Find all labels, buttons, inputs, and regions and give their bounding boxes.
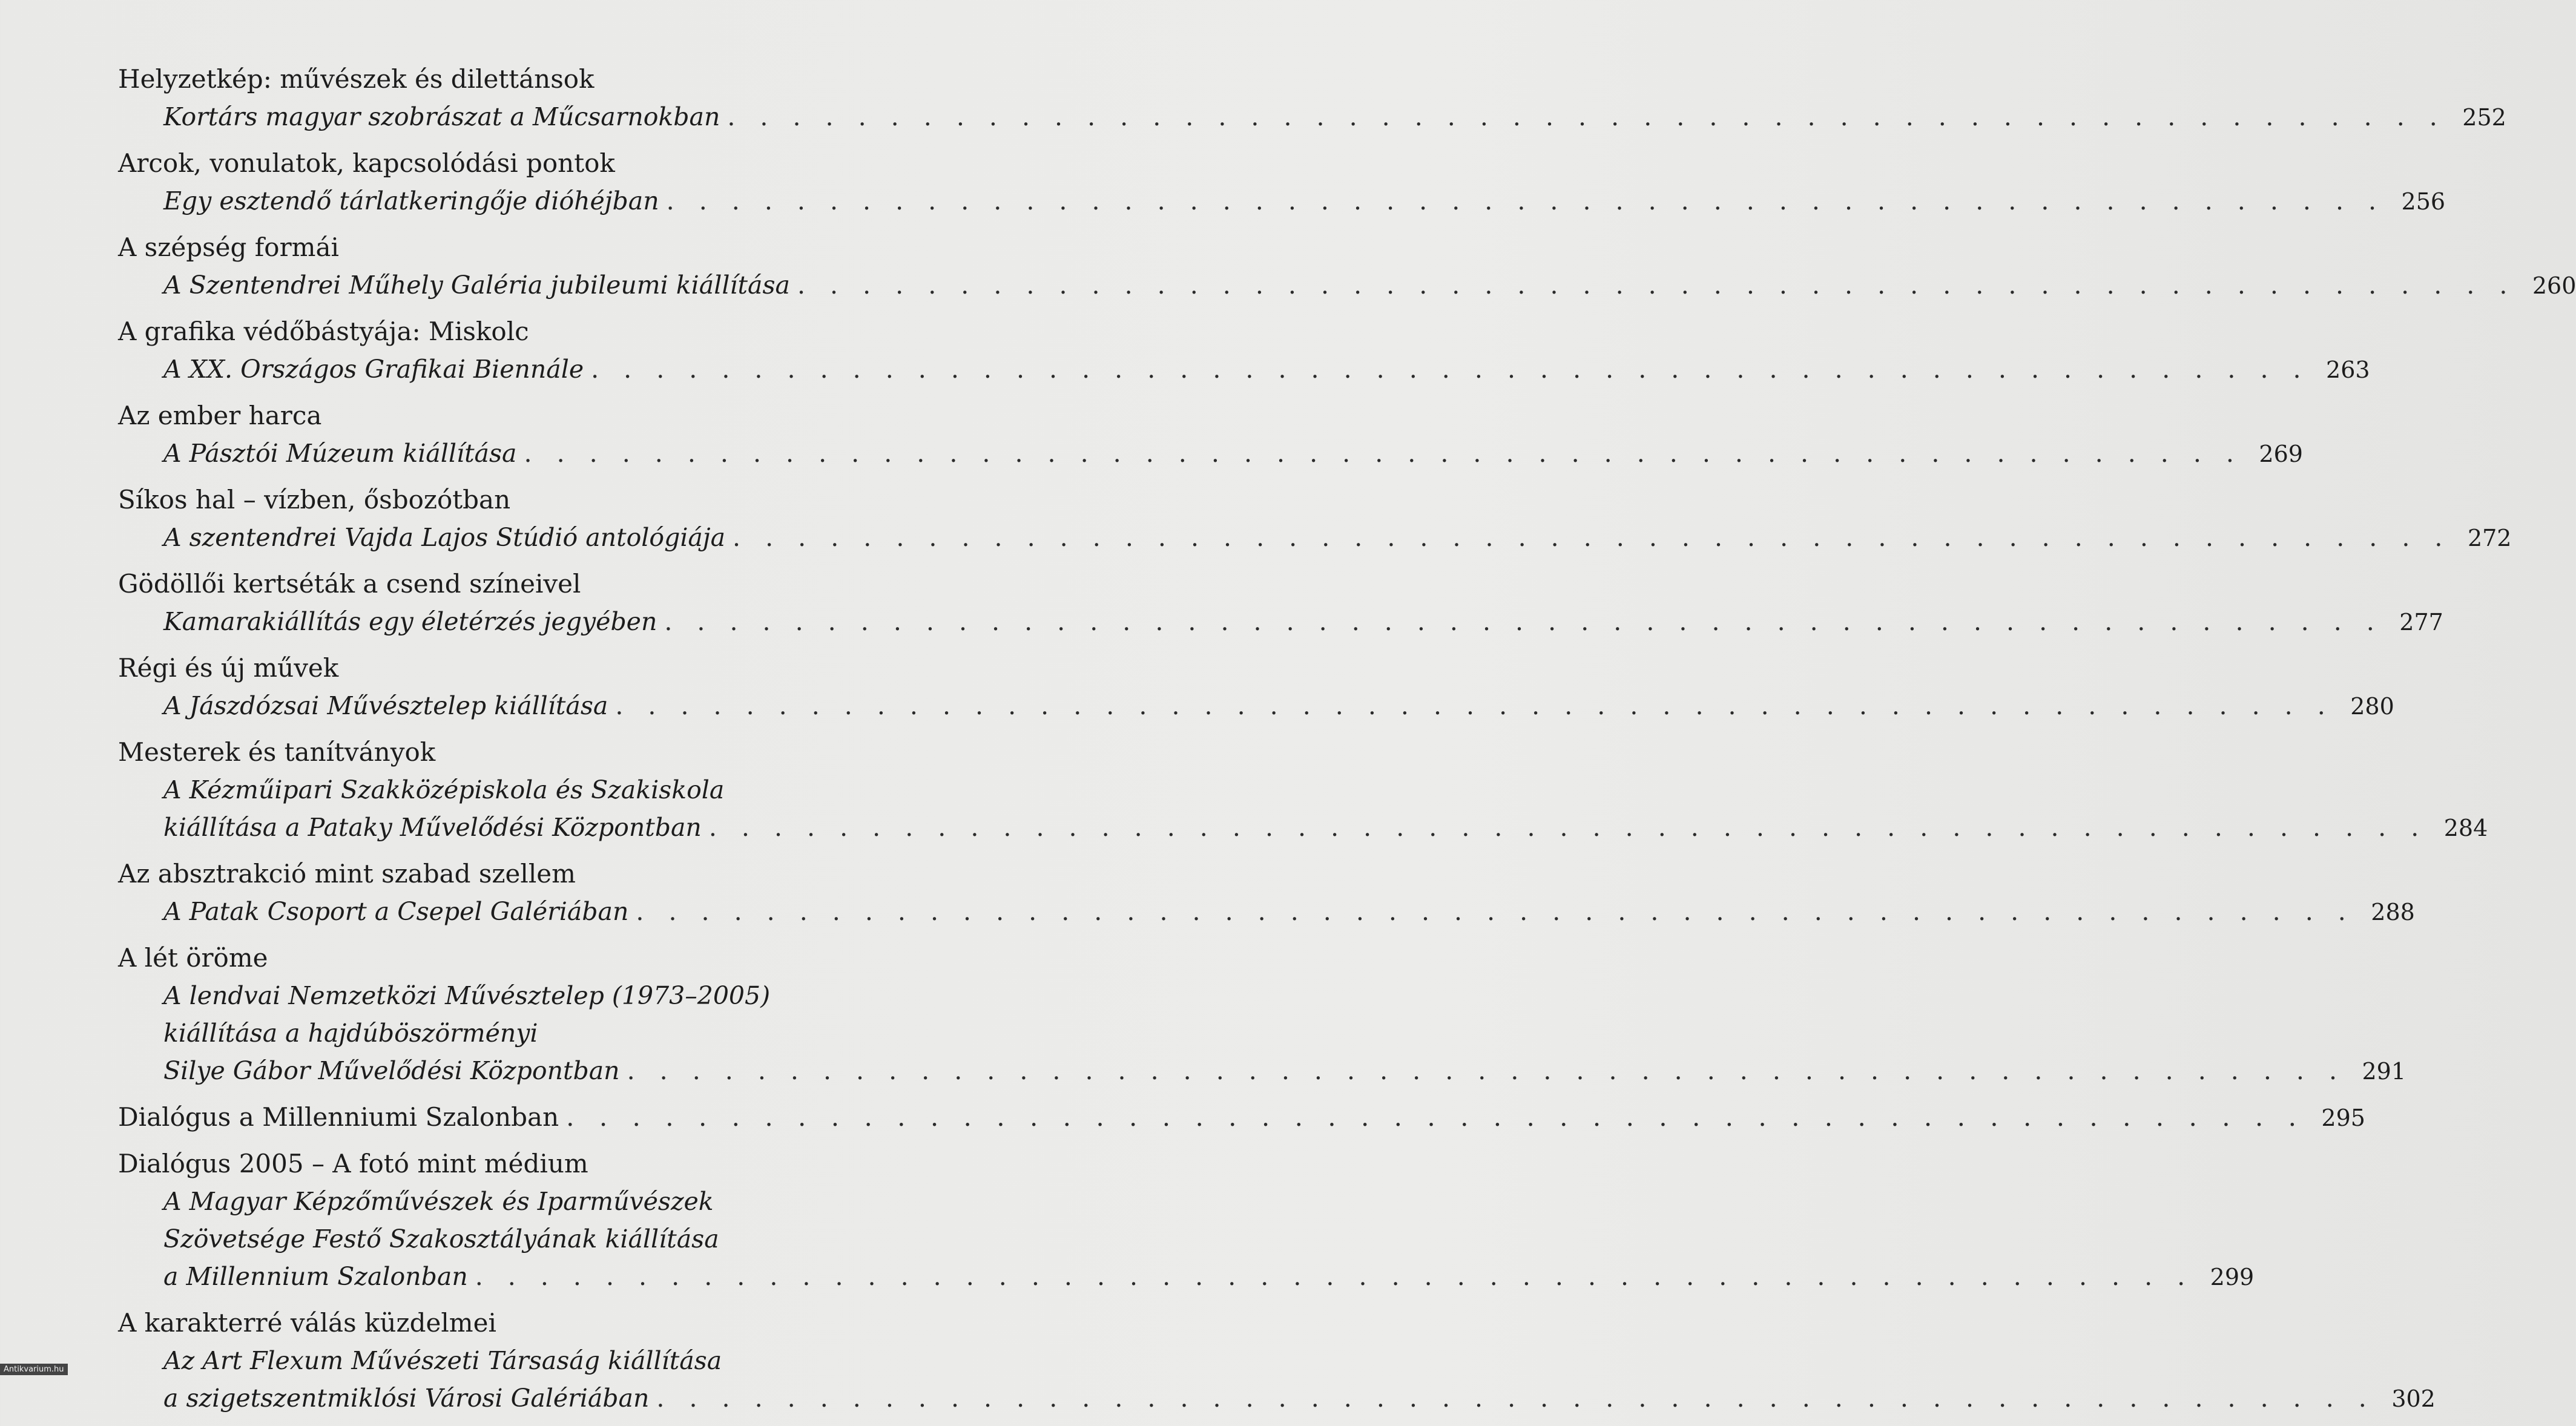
toc-entry <box>118 855 2415 931</box>
toc-entry-subtitle: Szövetsége Festő Szakosztályának kiállítása <box>163 1224 719 1254</box>
toc-entry <box>118 61 2506 136</box>
dot-leader: . . . . . . . . . . . . . . . . . . . . . . . . . . . . . . . . . . . . . . . . . . . . . . . . . . . . . <box>727 102 2446 131</box>
toc-entry-subtitle-text: Egy esztendő tárlatkeringője dióhéjban <box>163 186 659 215</box>
toc-entry-subtitle: A Kézműipari Szakközépiskola és Szakiskola <box>163 775 725 804</box>
toc-entry-subtitle-text: Kamarakiállítás egy életérzés jegyében <box>163 607 657 636</box>
toc-entry <box>118 939 2406 1090</box>
dot-leader: . . . . . . . . . . . . . . . . . . . . . . . . . . . . . . . . . . . . . . . . . . . . . . . . . . . . . <box>666 186 2385 215</box>
toc-entry-title: Arcok, vonulatok, kapcsolódási pontok <box>118 148 615 178</box>
toc-entry-title: Helyzetkép: művészek és dilettánsok <box>118 64 595 94</box>
toc-entry-subtitle <box>118 1052 2406 1090</box>
toc-entry-subtitle-text: kiállítása a Pataky Művelődési Központban <box>163 813 702 842</box>
dot-leader: . . . . . . . . . . . . . . . . . . . . . . . . . . . . . . . . . . . . . . . . . . . . . . . . . . . . . <box>636 897 2354 926</box>
toc-entry-subtitle: kiállítása a hajdúböszörményi <box>163 1019 538 1048</box>
dot-leader: . . . . . . . . . . . . . . . . . . . . . . . . . . . . . . . . . . . . . . . . . . . . . . . . . . . . . <box>656 1384 2375 1413</box>
toc-entry <box>118 481 2512 557</box>
toc-entry-subtitle-text: A Patak Csoport a Csepel Galériában <box>163 897 629 926</box>
toc-entry-subtitle-text: Kortárs magyar szobrászat a Műcsarnokban <box>163 102 720 131</box>
toc-entry <box>118 565 2443 641</box>
toc-entry-title: Síkos hal – vízben, ősbozótban <box>118 485 511 514</box>
toc-entry-subtitle <box>118 519 2512 557</box>
toc-entry <box>118 313 2370 389</box>
toc-entry-subtitle <box>118 687 2394 725</box>
toc-entry <box>118 1304 2436 1418</box>
toc-entry-subtitle <box>118 98 2506 136</box>
toc-entry-title: A lét öröme <box>118 943 268 973</box>
dot-leader: . . . . . . . . . . . . . . . . . . . . . . . . . . . . . . . . . . . . . . . . . . . . . . . . . . . . . <box>708 813 2428 842</box>
page-number: 302 <box>2391 1385 2436 1412</box>
toc-entry-title: Dialógus 2005 – A fotó mint médium <box>118 1149 588 1178</box>
toc-entry-subtitle <box>118 1258 2255 1296</box>
toc-entry-subtitle-text: Silye Gábor Művelődési Központban <box>163 1056 620 1085</box>
page-number: 272 <box>2467 525 2512 551</box>
dot-leader: . . . . . . . . . . . . . . . . . . . . . . . . . . . . . . . . . . . . . . . . . . . . . . . . . . . . . <box>627 1056 2345 1085</box>
toc-entry-subtitle-text: A Szentendrei Műhely Galéria jubileumi kiállítása <box>163 271 790 300</box>
toc-entry-subtitle <box>118 1379 2436 1418</box>
toc-entry <box>118 397 2303 473</box>
toc-entry-title: A karakterré válás küzdelmei <box>118 1308 496 1338</box>
toc-entry-title <box>118 1099 2365 1137</box>
toc-entry-title: Mesterek és tanítványok <box>118 737 436 767</box>
dot-leader: . . . . . . . . . . . . . . . . . . . . . . . . . . . . . . . . . . . . . . . . . . . . . . . . . . . . . <box>797 271 2516 300</box>
toc-entry <box>118 734 2488 847</box>
toc-entry-subtitle <box>118 893 2415 931</box>
toc-entry-subtitle <box>118 435 2303 473</box>
toc-entry-subtitle-text: a Millennium Szalonban <box>163 1262 468 1291</box>
dot-leader: . . . . . . . . . . . . . . . . . . . . . . . . . . . . . . . . . . . . . . . . . . . . . . . . . . . . . <box>733 523 2451 552</box>
dot-leader: . . . . . . . . . . . . . . . . . . . . . . . . . . . . . . . . . . . . . . . . . . . . . . . . . . . . . <box>475 1262 2194 1291</box>
dot-leader: . . . . . . . . . . . . . . . . . . . . . . . . . . . . . . . . . . . . . . . . . . . . . . . . . . . . . <box>664 607 2383 636</box>
page-number: 260 <box>2532 272 2576 299</box>
page-number: 252 <box>2462 104 2506 131</box>
toc-entry-subtitle <box>118 182 2446 220</box>
toc-entry-title-text: Dialógus a Millenniumi Szalonban <box>118 1102 559 1132</box>
toc-entry-subtitle-text: A Jászdózsai Művésztelep kiállítása <box>163 691 608 720</box>
toc-entry-subtitle <box>118 350 2370 389</box>
toc-entry <box>118 145 2446 220</box>
dot-leader: . . . . . . . . . . . . . . . . . . . . . . . . . . . . . . . . . . . . . . . . . . . . . . . . . . . . . <box>615 691 2334 720</box>
toc-entry-subtitle: A lendvai Nemzetközi Művésztelep (1973–2005) <box>163 981 771 1010</box>
page-number: 295 <box>2321 1105 2365 1131</box>
toc-entry-subtitle-text: A Pásztói Múzeum kiállítása <box>163 439 517 468</box>
page-number: 263 <box>2326 356 2370 383</box>
page-number: 269 <box>2259 441 2303 467</box>
toc-entry-subtitle <box>118 603 2443 641</box>
dot-leader: . . . . . . . . . . . . . . . . . . . . . . . . . . . . . . . . . . . . . . . . . . . . . . . . . . . . . <box>566 1102 2305 1132</box>
toc-entry-title: Az ember harca <box>118 401 322 430</box>
page-number: 256 <box>2401 188 2446 215</box>
toc-entry-title: A szépség formái <box>118 232 339 262</box>
toc-entry <box>118 1099 2365 1137</box>
watermark: Antikvarium.hu <box>0 1364 68 1375</box>
toc-entry-subtitle-text: A szentendrei Vajda Lajos Stúdió antológiája <box>163 523 726 552</box>
page-number: 277 <box>2399 609 2443 636</box>
page-number: 299 <box>2210 1264 2255 1290</box>
dot-leader: . . . . . . . . . . . . . . . . . . . . . . . . . . . . . . . . . . . . . . . . . . . . . . . . . . . . . <box>591 355 2310 384</box>
toc-entry <box>118 1145 2255 1296</box>
toc-entry-title: Régi és új művek <box>118 653 339 683</box>
page-number: 291 <box>2362 1058 2406 1085</box>
dot-leader: . . . . . . . . . . . . . . . . . . . . . . . . . . . . . . . . . . . . . . . . . . . . . . . . . . . . . <box>524 439 2242 468</box>
toc-entry <box>118 229 2576 304</box>
page-number: 280 <box>2350 693 2394 720</box>
page-number: 284 <box>2443 815 2488 841</box>
toc-entry-subtitle <box>118 809 2488 847</box>
page-number: 288 <box>2371 899 2415 925</box>
toc-entry-subtitle-text: A XX. Országos Grafikai Biennále <box>163 355 584 384</box>
toc-entry-subtitle <box>118 266 2576 304</box>
toc-entry-title: Gödöllői kertséták a csend színeivel <box>118 569 581 599</box>
toc-entry-title: A grafika védőbástyája: Miskolc <box>118 317 529 346</box>
toc-entry-subtitle-text: a szigetszentmiklósi Városi Galériában <box>163 1384 650 1413</box>
toc-entry-subtitle: A Magyar Képzőművészek és Iparművészek <box>163 1187 714 1216</box>
toc-entry-subtitle: Az Art Flexum Művészeti Társaság kiállítása <box>163 1346 722 1375</box>
toc-entry-title: Az absztrakció mint szabad szellem <box>118 859 576 889</box>
table-of-contents <box>118 61 2576 1426</box>
toc-entry <box>118 649 2394 725</box>
